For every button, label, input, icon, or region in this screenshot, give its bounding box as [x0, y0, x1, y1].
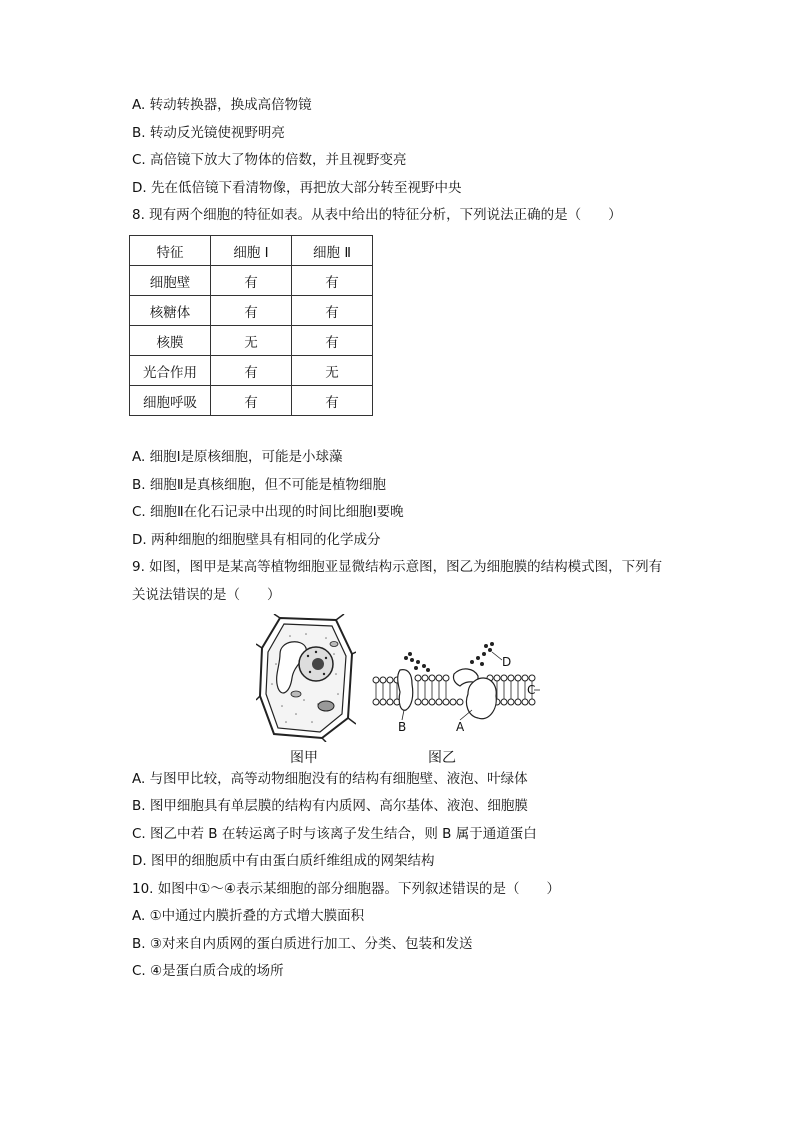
figure-yi-caption: 图乙	[428, 750, 456, 766]
q8-option-a: A. 细胞Ⅰ是原核细胞，可能是小球藻	[132, 449, 343, 465]
q10-option-a: A. ①中通过内膜折叠的方式增大膜面积	[132, 908, 365, 924]
q7-option-d: D. 先在低倍镜下看清物像，再把放大部分转至视野中央	[132, 180, 462, 196]
table-row	[130, 326, 373, 356]
table-cell: 有	[211, 266, 292, 296]
q9-option-c: C. 图乙中若 B 在转运离子时与该离子发生结合，则 B 属于通道蛋白	[132, 826, 537, 842]
q9-option-d: D. 图甲的细胞质中有由蛋白质纤维组成的网架结构	[132, 853, 435, 869]
table-row	[130, 356, 373, 386]
q9-option-a: A. 与图甲比较，高等动物细胞没有的结构有细胞壁、液泡、叶绿体	[132, 771, 528, 787]
table-cell: 有	[211, 386, 292, 416]
table-header-row	[130, 236, 373, 266]
label-d: D	[502, 655, 512, 669]
table-cell: 核膜	[130, 326, 211, 356]
table-cell: 无	[292, 356, 373, 386]
q10-option-c: C. ④是蛋白质合成的场所	[132, 963, 284, 979]
table-header-cell: 特征	[130, 236, 211, 266]
q8-option-c: C. 细胞Ⅱ在化石记录中出现的时间比细胞Ⅰ要晚	[132, 504, 404, 520]
table-row	[130, 266, 373, 296]
q10-stem: 10. 如图中①～④表示某细胞的部分细胞器。下列叙述错误的是（ ）	[132, 881, 560, 897]
q8-option-b: B. 细胞Ⅱ是真核细胞，但不可能是植物细胞	[132, 477, 386, 493]
q7-option-b: B. 转动反光镜使视野明亮	[132, 125, 285, 141]
table-cell: 有	[292, 296, 373, 326]
q9-option-b: B. 图甲细胞具有单层膜的结构有内质网、高尔基体、液泡、细胞膜	[132, 798, 528, 814]
table-cell: 光合作用	[130, 356, 211, 386]
q8-stem: 8. 现有两个细胞的特征如表。从表中给出的特征分析，下列说法正确的是（ ）	[132, 207, 622, 223]
figure-jia-caption: 图甲	[290, 750, 318, 766]
table-header-cell: 细胞 Ⅰ	[211, 236, 292, 266]
plant-cell-diagram	[256, 614, 356, 742]
table-cell: 细胞壁	[130, 266, 211, 296]
label-b: B	[398, 720, 407, 734]
label-a: A	[456, 720, 465, 734]
table-cell: 细胞呼吸	[130, 386, 211, 416]
table-cell: 有	[292, 386, 373, 416]
feature-table	[129, 235, 373, 416]
q8-option-d: D. 两种细胞的细胞壁具有相同的化学成分	[132, 532, 381, 548]
q10-option-b: B. ③对来自内质网的蛋白质进行加工、分类、包装和发送	[132, 936, 473, 952]
table-cell: 有	[292, 266, 373, 296]
table-cell: 无	[211, 326, 292, 356]
q7-option-c: C. 高倍镜下放大了物体的倍数，并且视野变亮	[132, 152, 407, 168]
table-row	[130, 386, 373, 416]
table-cell: 有	[211, 296, 292, 326]
q7-option-a: A. 转动转换器，换成高倍物镜	[132, 97, 312, 113]
table-header-cell: 细胞 Ⅱ	[292, 236, 373, 266]
table-row	[130, 296, 373, 326]
table-cell: 核糖体	[130, 296, 211, 326]
q9-stem-line1: 9. 如图，图甲是某高等植物细胞亚显微结构示意图，图乙为细胞膜的结构模式图，下列有	[132, 559, 663, 575]
label-c: C	[527, 683, 536, 697]
q9-stem-line2: 关说法错误的是（ ）	[132, 587, 281, 603]
table-cell: 有	[211, 356, 292, 386]
table-cell: 有	[292, 326, 373, 356]
